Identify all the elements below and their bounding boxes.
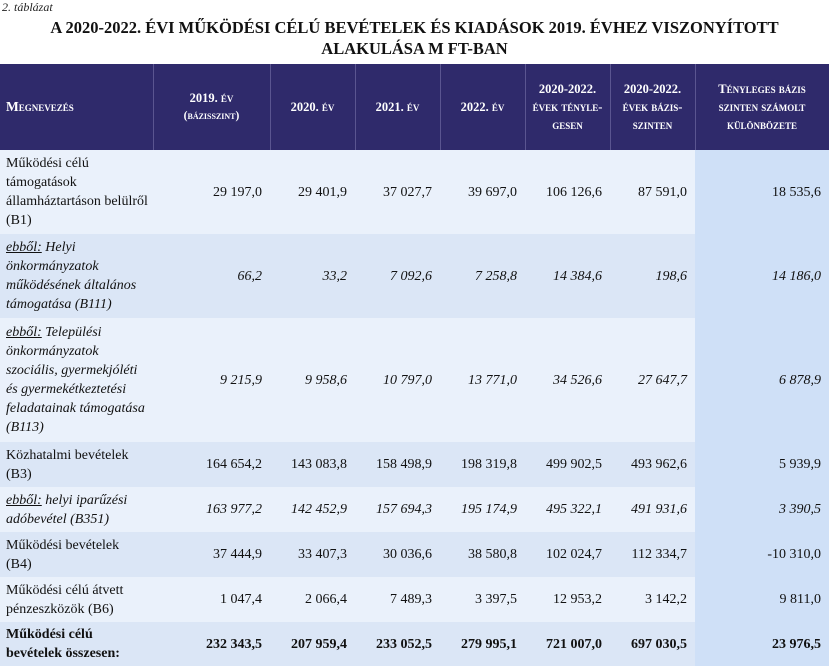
row-value: 27 647,7 — [610, 318, 695, 442]
row-value: 9 958,6 — [270, 318, 355, 442]
row-value: 198 319,8 — [440, 442, 525, 487]
row-value: 7 258,8 — [440, 234, 525, 318]
table-row — [0, 532, 829, 577]
row-label — [0, 532, 153, 577]
total-value: 279 995,1 — [440, 622, 525, 666]
row-difference: -10 310,0 — [695, 532, 829, 577]
row-label-text: Működési célú átvett pénzeszközök (B6) — [6, 582, 124, 617]
row-value: 30 036,6 — [355, 532, 440, 577]
row-value: 158 498,9 — [355, 442, 440, 487]
row-value: 495 322,1 — [525, 487, 610, 532]
row-value: 106 126,6 — [525, 150, 610, 234]
header-2019-note: (bázisszint) — [183, 110, 240, 122]
total-label: Működési célú bevételek összesen: — [0, 622, 153, 666]
row-label-prefix: ebből: — [6, 240, 42, 255]
row-value: 12 953,2 — [525, 577, 610, 622]
header-2020: 2020. év — [270, 64, 355, 150]
row-value: 1 047,4 — [153, 577, 270, 622]
row-value: 34 526,6 — [525, 318, 610, 442]
row-value: 10 797,0 — [355, 318, 440, 442]
row-value: 2 066,4 — [270, 577, 355, 622]
row-value: 37 444,9 — [153, 532, 270, 577]
row-value: 33,2 — [270, 234, 355, 318]
row-value: 195 174,9 — [440, 487, 525, 532]
row-value: 29 197,0 — [153, 150, 270, 234]
header-2021: 2021. év — [355, 64, 440, 150]
row-label — [0, 577, 153, 622]
row-value: 499 902,5 — [525, 442, 610, 487]
total-value: 207 959,4 — [270, 622, 355, 666]
row-difference: 14 186,0 — [695, 234, 829, 318]
table-row — [0, 318, 829, 442]
row-label-text: Működési bevételek (B4) — [6, 537, 120, 572]
header-diff: Tényleges bázis szinten számolt különbözete — [695, 64, 829, 150]
row-difference: 6 878,9 — [695, 318, 829, 442]
row-label-prefix: ebből: — [6, 325, 42, 340]
table-row — [0, 577, 829, 622]
row-value: 7 092,6 — [355, 234, 440, 318]
row-label — [0, 234, 153, 318]
title-line-2: ALAKULÁSA M FT-BAN — [321, 39, 508, 58]
row-label — [0, 150, 153, 234]
header-row — [0, 64, 829, 150]
header-name: Megnevezés — [0, 64, 153, 150]
total-value: 232 343,5 — [153, 622, 270, 666]
row-value: 87 591,0 — [610, 150, 695, 234]
total-value: 697 030,5 — [610, 622, 695, 666]
row-value: 39 697,0 — [440, 150, 525, 234]
row-value: 3 397,5 — [440, 577, 525, 622]
row-difference: 3 390,5 — [695, 487, 829, 532]
row-difference: 18 535,6 — [695, 150, 829, 234]
row-value: 13 771,0 — [440, 318, 525, 442]
row-value: 3 142,2 — [610, 577, 695, 622]
table-caption: 2. táblázat — [2, 0, 53, 14]
row-difference: 9 811,0 — [695, 577, 829, 622]
table-row — [0, 150, 829, 234]
row-value: 29 401,9 — [270, 150, 355, 234]
header-2022: 2022. év — [440, 64, 525, 150]
total-difference: 23 976,5 — [695, 622, 829, 666]
row-value: 157 694,3 — [355, 487, 440, 532]
title-line-1: A 2020-2022. ÉVI MŰKÖDÉSI CÉLÚ BEVÉTELEK ÉS KIADÁSOK 2019. ÉVHEZ VISZONYÍTOTT — [50, 18, 779, 37]
row-label-text: helyi iparűzési adóbevétel (B351) — [6, 492, 128, 527]
header-2019-year: 2019. év — [189, 91, 234, 105]
row-value: 491 931,6 — [610, 487, 695, 532]
row-value: 112 334,7 — [610, 532, 695, 577]
row-value: 143 083,8 — [270, 442, 355, 487]
header-actual: 2020-2022. évek tényle-gesen — [525, 64, 610, 150]
row-value: 493 962,6 — [610, 442, 695, 487]
row-value: 164 654,2 — [153, 442, 270, 487]
row-value: 142 452,9 — [270, 487, 355, 532]
row-value: 33 407,3 — [270, 532, 355, 577]
row-label-text: Működési célú támogatások államháztartáson belülről (B1) — [6, 156, 148, 228]
row-label — [0, 318, 153, 442]
row-label-text: Települési önkormányzatok szociális, gyermekjóléti és gyermekétkeztetési feladatainak támogatása (B113) — [6, 325, 145, 435]
row-value: 66,2 — [153, 234, 270, 318]
row-value: 7 489,3 — [355, 577, 440, 622]
table-row — [0, 442, 829, 487]
row-label — [0, 442, 153, 487]
row-label-text: Közhatalmi bevételek (B3) — [6, 447, 129, 482]
row-value: 198,6 — [610, 234, 695, 318]
row-value: 102 024,7 — [525, 532, 610, 577]
row-difference: 5 939,9 — [695, 442, 829, 487]
row-value: 163 977,2 — [153, 487, 270, 532]
row-label-prefix: ebből: — [6, 492, 42, 508]
row-label — [0, 487, 153, 532]
row-label-text: Helyi önkormányzatok működésének általános támogatása (B111) — [6, 240, 137, 312]
row-value: 37 027,7 — [355, 150, 440, 234]
row-value: 38 580,8 — [440, 532, 525, 577]
table-row — [0, 487, 829, 532]
revenue-table — [0, 64, 829, 666]
total-value: 721 007,0 — [525, 622, 610, 666]
total-row — [0, 622, 829, 666]
table-row — [0, 234, 829, 318]
row-value: 14 384,6 — [525, 234, 610, 318]
total-value: 233 052,5 — [355, 622, 440, 666]
table-title — [0, 17, 829, 59]
header-base: 2020-2022. évek bázis-szinten — [610, 64, 695, 150]
header-2019 — [153, 64, 270, 150]
row-value: 9 215,9 — [153, 318, 270, 442]
